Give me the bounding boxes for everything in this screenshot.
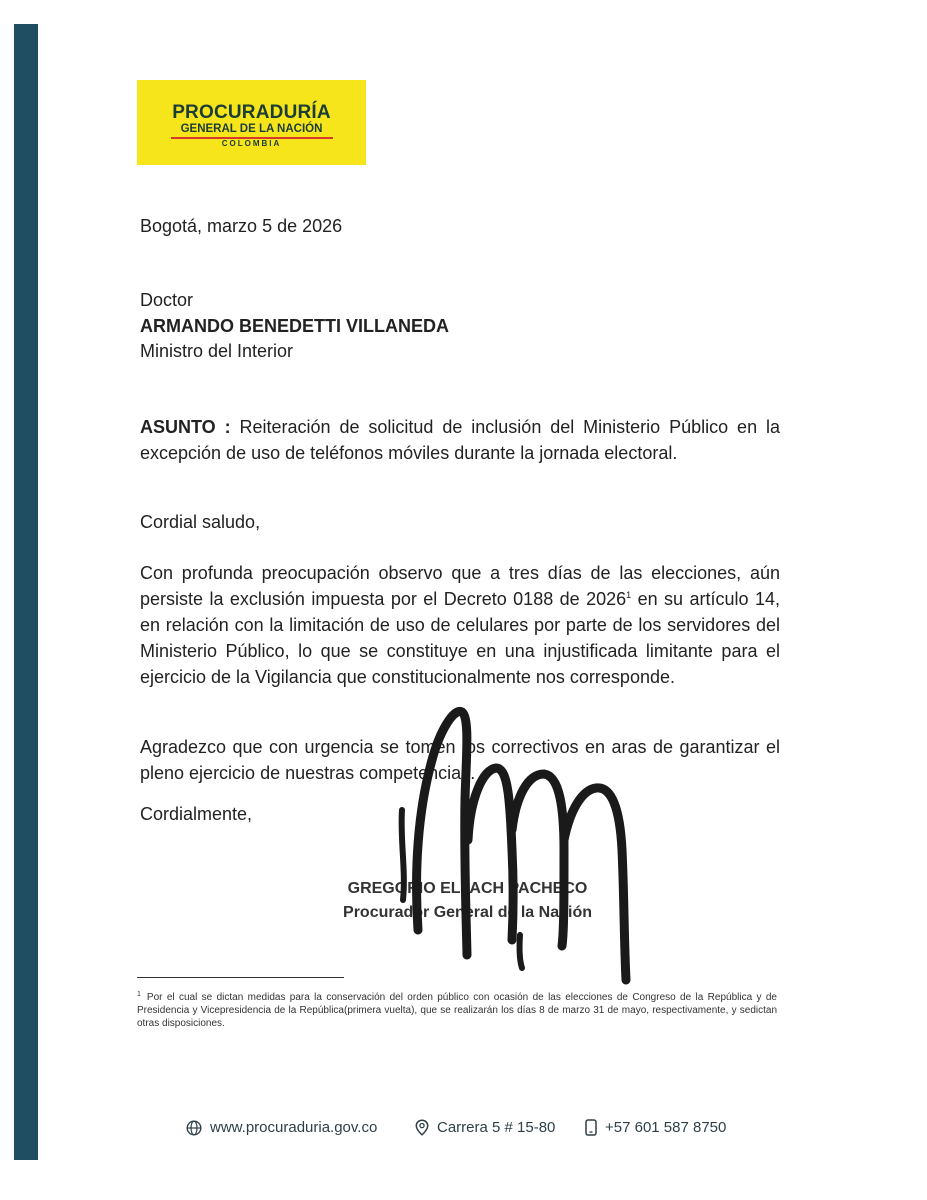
- procuraduria-logo: [137, 80, 366, 165]
- body-paragraph-1: [140, 560, 780, 690]
- addressee-role: Ministro del Interior: [140, 341, 294, 361]
- signer-name: GREGORIO ELJACH PACHECO: [347, 880, 588, 897]
- letter-date: Bogotá, marzo 5 de 2026: [140, 216, 343, 236]
- phone-text: +57 601 587 8750: [605, 1119, 727, 1136]
- footnote-rule: [137, 977, 344, 978]
- subject-block: [140, 414, 780, 466]
- signer-title: Procurador General de la Nación: [343, 904, 592, 921]
- paragraph-1-part-b: en su artículo 14, en relación con la limitación de uso de celulares por parte de los servidores del Ministerio Público, lo que se constituye en una injustificada limitante para el ejercicio de la Vigilancia que constitucionalmente nos corresponde.: [140, 589, 780, 687]
- footnote-text: Por el cual se dictan medidas para la conservación del orden público con ocasión de las elecciones de Congreso de la República y de Presidencia y Vicepresidencia de la República(primera vuelta), que se realizarán los días 8 de marzo 31 de mayo, respectivamente, y sedictan otras disposiciones.: [137, 992, 777, 1029]
- subject-label: ASUNTO :: [140, 417, 231, 437]
- footnote: [137, 991, 777, 1030]
- footnote-marker: 1: [137, 990, 141, 998]
- website-text: www.procuraduria.gov.co: [210, 1119, 378, 1136]
- footer-address: [415, 1119, 555, 1136]
- salutation-title: Doctor: [140, 290, 194, 310]
- footer-phone[interactable]: [585, 1119, 726, 1136]
- side-color-bar: [14, 24, 38, 1160]
- footer-website[interactable]: [186, 1119, 377, 1136]
- greeting: Cordial saludo,: [140, 512, 261, 532]
- subject-text: Reiteración de solicitud de inclusión del Ministerio Público en la excepción de uso de teléfonos móviles durante la jornada electoral.: [140, 417, 780, 463]
- body-paragraph-2: Agradezco que con urgencia se tomen los correctivos en aras de garantizar el pleno ejercicio de nuestras competencias.: [140, 737, 780, 783]
- logo-sub-text: GENERAL DE LA NACIÓN: [180, 123, 323, 135]
- handwritten-signature: [370, 700, 670, 1000]
- location-pin-icon: [415, 1119, 429, 1136]
- closing: Cordialmente,: [140, 804, 253, 824]
- phone-icon: [585, 1119, 597, 1136]
- globe-icon: [186, 1120, 202, 1136]
- addressee-name: ARMANDO BENEDETTI VILLANEDA: [140, 316, 449, 336]
- footnote-reference: 1: [626, 590, 632, 600]
- address-text: Carrera 5 # 15-80: [437, 1119, 556, 1136]
- paragraph-1-part-a: Con profunda preocupación observo que a tres días de las elecciones, aún persiste la exclusión impuesta por el Decreto 0188 de 2026: [140, 563, 780, 609]
- logo-main-text: PROCURADURÍA: [172, 102, 331, 123]
- logo-country-text: COLOMBIA: [221, 139, 282, 148]
